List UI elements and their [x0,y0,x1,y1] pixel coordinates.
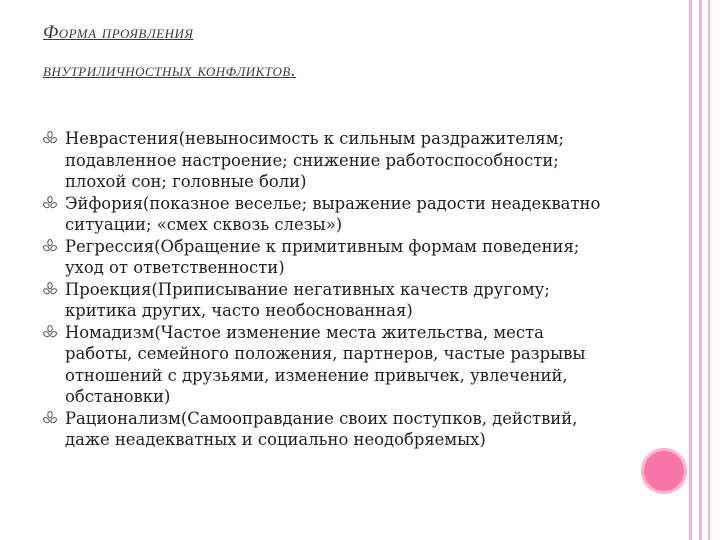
bullet-item-projection [43,279,613,322]
decorative-pink-circle [641,448,687,494]
bullet-item-nomadism [43,322,613,408]
bullet-list [43,128,613,451]
bullet-text: Регрессия(Обращение к примитивным формам поведения; уход от ответственности) [65,236,580,277]
flower-bullet-icon [43,411,57,425]
bullet-text: Проекция(Приписывание негативных качеств другому; критика других, часто необоснованная) [65,279,550,320]
flower-bullet-icon [43,239,57,253]
slide-title [43,20,603,84]
flower-bullet-icon [43,325,57,339]
bullet-item-rationalism [43,408,613,451]
bullet-text: Рационализм(Самооправдание своих поступков, действий, даже неадекватных и социально неодобряемых) [65,408,578,449]
bullet-item-regression [43,236,613,279]
bullet-text: Неврастения(невыносимость к сильным раздражителям; подавленное настроение; снижение работоспособности; плохой сон; головные боли) [65,129,564,191]
flower-bullet-icon [43,131,57,145]
slide-title-line1: Форма проявления [43,22,194,43]
flower-bullet-icon [43,282,57,296]
bullet-text: Номадизм(Частое изменение места жительства, места работы, семейного положения, партнеров, частые разрывы отношений с друзьями, изменение привычек, увлечений, обстановки) [65,322,586,406]
content-area [43,128,613,451]
bullet-item-euphoria [43,193,613,236]
bullet-item-neurasthenia [43,128,613,193]
slide-title-line2: внутриличностных конфликтов. [43,60,297,81]
flower-bullet-icon [43,196,57,210]
decorative-frame-line [689,0,692,540]
decorative-frame-line [708,0,710,540]
decorative-frame-line [699,0,702,540]
bullet-text: Эйфория(показное веселье; выражение радости неадекватно ситуации; «смех сквозь слезы») [65,193,601,234]
